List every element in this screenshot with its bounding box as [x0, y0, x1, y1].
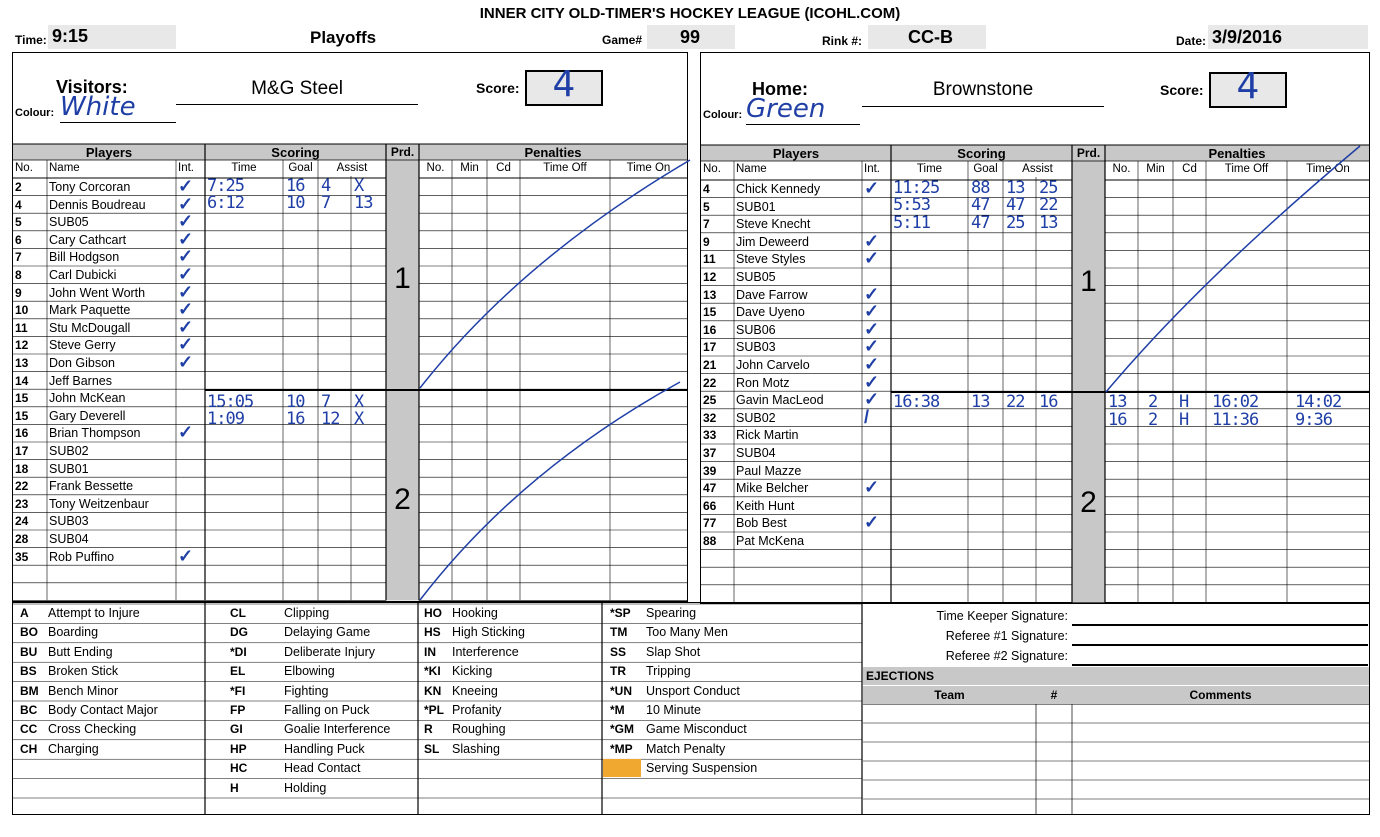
home-penalties-header: Penalties: [1208, 146, 1266, 161]
visitors-player-check: ✓: [178, 281, 194, 302]
visitors-player-check: ✓: [178, 228, 194, 249]
home-penalty-on: 14:02: [1295, 392, 1342, 412]
home-penalty-no: 16: [1108, 410, 1127, 430]
home-player-name: SUB02: [736, 410, 776, 425]
visitors-player-no: 16: [15, 426, 29, 441]
home-goal-scorer: 47: [971, 213, 990, 233]
visitors-goal-assist1: 12: [321, 409, 340, 429]
penalty-description: Game Misconduct: [646, 722, 747, 737]
home-goal-assist1: 13: [1006, 178, 1025, 198]
visitors-prd-header: Prd.: [390, 145, 415, 159]
home-player-no: 77: [703, 516, 717, 531]
visitors-player-no: 2: [15, 180, 22, 194]
home-period-2: 2: [1080, 486, 1097, 519]
home-player-check: ✓: [864, 512, 880, 533]
visitors-goal-time: 1:09: [207, 409, 244, 429]
visitors-player-name: Carl Dubicki: [49, 268, 117, 282]
penalty-code: IN: [424, 644, 436, 659]
time-label: Time:: [15, 33, 47, 47]
visitors-player-no: 6: [15, 232, 22, 247]
home-player-no: 5: [703, 199, 710, 214]
visitors-player-name: SUB02: [49, 444, 89, 458]
home-player-name: Ron Motz: [736, 375, 790, 390]
visitors-player-no: 24: [15, 514, 29, 529]
home-subheader-6: No.: [1112, 163, 1131, 175]
visitors-player-name: Stu McDougall: [49, 320, 131, 335]
visitors-player-no: 35: [15, 549, 29, 564]
visitors-player-check: ✓: [178, 176, 194, 196]
penalty-description: Boarding: [48, 625, 99, 640]
visitors-player-check: ✓: [178, 264, 194, 284]
home-subheader-3: Time: [916, 163, 943, 175]
home-goal-assist1: 22: [1006, 392, 1025, 412]
time-value: 9:15: [52, 26, 89, 46]
visitors-player-no: 9: [15, 285, 22, 300]
home-subheader-2: Int.: [864, 163, 880, 175]
home-player-name: Dave Farrow: [736, 287, 808, 302]
penalty-description: Broken Stick: [48, 664, 119, 679]
visitors-players-header: Players: [85, 145, 133, 160]
home-subheader-10: Time On: [1306, 163, 1350, 175]
home-goal-assist2: 13: [1039, 213, 1058, 233]
penalty-code: BC: [20, 703, 38, 717]
home-goal-assist2: 25: [1039, 178, 1058, 198]
visitors-player-check: ✓: [178, 193, 194, 214]
home-penalty-off: 11:36: [1212, 410, 1259, 430]
penalty-description: Slap Shot: [646, 644, 701, 659]
visitors-label: Visitors:: [56, 77, 128, 97]
home-period-1: 1: [1080, 265, 1097, 298]
home-player-name: Bob Best: [736, 516, 787, 531]
penalty-description: Body Contact Major: [48, 703, 158, 717]
penalty-code: CL: [230, 606, 246, 620]
visitors-goal-assist2: X: [354, 409, 364, 429]
visitors-p1-strike-line: [420, 160, 690, 388]
penalty-description: 10 Minute: [646, 703, 701, 717]
home-penalty-off: 16:02: [1212, 392, 1259, 412]
penalty-description: Handling Puck: [284, 741, 365, 756]
game-value: 99: [680, 27, 701, 47]
home-player-no: 9: [703, 234, 710, 249]
visitors-subheader-3: Time: [231, 162, 257, 174]
penalty-code: BU: [20, 644, 38, 659]
visitors-player-name: Brian Thompson: [49, 426, 141, 441]
home-goal-assist1: 47: [1006, 195, 1025, 215]
visitors-player-name: Mark Paquette: [49, 303, 131, 318]
penalty-code: *FI: [230, 683, 246, 698]
visitors-player-name: Cary Cathcart: [49, 232, 127, 247]
visitors-penalties-header: Penalties: [524, 145, 582, 160]
referee1-signature-label: Referee #1 Signature:: [945, 629, 1068, 643]
home-player-no: 21: [703, 358, 717, 372]
visitors-subheader-8: Cd: [496, 162, 511, 174]
home-player-no: 13: [703, 287, 717, 302]
visitors-goal-scorer: 10: [286, 392, 305, 412]
penalty-code: R: [424, 722, 433, 737]
visitors-team: M&G Steel: [251, 78, 343, 99]
home-player-no: 25: [703, 393, 717, 408]
penalty-code: HO: [424, 606, 442, 620]
penalty-code: *UN: [610, 683, 633, 698]
visitors-goal-scorer: 16: [286, 409, 305, 429]
visitors-subheader-0: No.: [15, 162, 33, 174]
home-player-no: 17: [703, 340, 717, 355]
visitors-player-no: 18: [15, 461, 29, 476]
visitors-player-name: Steve Gerry: [49, 338, 116, 353]
penalty-description: Hooking: [452, 606, 498, 620]
home-subheader-9: Time Off: [1224, 163, 1269, 175]
home-goal-assist2: 22: [1039, 195, 1058, 215]
penalty-description: Cross Checking: [48, 722, 137, 737]
penalty-code: FP: [230, 703, 246, 717]
visitors-colour: White: [60, 92, 136, 122]
home-player-check: /: [864, 406, 870, 427]
home-goal-assist1: 25: [1006, 213, 1025, 233]
home-player-no: 37: [703, 446, 717, 460]
visitors-player-name: SUB05: [49, 215, 89, 230]
home-goal-time: 11:25: [893, 178, 940, 198]
date-label: Date:: [1176, 34, 1207, 48]
visitors-player-name: Bill Hodgson: [49, 250, 120, 265]
penalty-description: Delaying Game: [284, 625, 371, 640]
home-player-name: Pat McKena: [736, 534, 805, 548]
ejections-comments-header: Comments: [1189, 688, 1252, 702]
ejections-team-header: Team: [934, 688, 965, 702]
home-player-name: Mike Belcher: [736, 481, 809, 496]
penalty-description: Clipping: [284, 606, 330, 620]
visitors-colour-label: Colour:: [15, 107, 55, 119]
home-penalty-min: 2: [1148, 410, 1158, 430]
home-team: Brownstone: [932, 79, 1034, 100]
visitors-subheader-6: No.: [426, 162, 445, 174]
visitors-goal-assist1: 7: [321, 193, 331, 213]
visitors-subheader-4: Goal: [288, 162, 313, 174]
home-p1-strike-line: [1106, 146, 1360, 392]
visitors-player-no: 23: [15, 496, 29, 511]
penalty-description: Serving Suspension: [646, 761, 758, 776]
home-goal-time: 5:53: [893, 195, 930, 215]
home-player-check: ✓: [864, 477, 880, 498]
home-player-name: Steve Knecht: [736, 217, 811, 232]
home-goal-assist2: 16: [1039, 392, 1058, 412]
visitors-goal-time: 7:25: [207, 176, 244, 196]
visitors-p2-strike-line: [420, 382, 680, 600]
home-player-name: SUB06: [736, 322, 776, 337]
visitors-player-name: Frank Bessette: [49, 479, 134, 494]
penalty-description: Deliberate Injury: [284, 644, 376, 659]
home-players-header: Players: [772, 146, 820, 161]
visitors-player-check: ✓: [178, 422, 194, 443]
home-player-name: SUB04: [736, 446, 776, 460]
visitors-player-check: ✓: [178, 316, 194, 337]
penalty-code: HC: [230, 761, 248, 776]
home-player-check: ✓: [864, 283, 880, 304]
home-player-no: 66: [703, 498, 717, 513]
visitors-goal-assist1: 7: [321, 392, 331, 412]
visitors-player-no: 10: [15, 303, 29, 318]
penalty-code: CH: [20, 741, 38, 756]
home-score-label: Score:: [1160, 82, 1204, 98]
game-label: Game#: [602, 33, 643, 47]
penalty-description: Bench Minor: [48, 683, 119, 698]
home-player-name: Paul Mazze: [736, 463, 802, 478]
visitors-subheader-10: Time On: [626, 162, 671, 174]
visitors-player-name: Rob Puffino: [49, 549, 115, 564]
home-goal-scorer: 13: [971, 392, 990, 412]
penalty-description: High Sticking: [452, 625, 525, 640]
home-goal-scorer: 47: [971, 195, 990, 215]
visitors-period-1: 1: [394, 262, 411, 295]
penalty-description: Match Penalty: [646, 741, 726, 756]
home-player-no: 33: [703, 428, 717, 443]
visitors-player-name: Tony Corcoran: [49, 180, 131, 194]
visitors-goal-assist2: 13: [354, 193, 373, 213]
home-player-name: Jim Deweerd: [736, 234, 809, 249]
home-subheader-8: Cd: [1182, 163, 1197, 175]
penalty-code: GI: [230, 722, 243, 737]
league-title: INNER CITY OLD-TIMER'S HOCKEY LEAGUE (ICOHL.COM): [479, 5, 901, 22]
home-player-check: ✓: [864, 178, 880, 198]
home-player-no: 4: [703, 182, 710, 196]
penalty-code: DG: [230, 625, 248, 640]
visitors-player-name: Gary Deverell: [49, 408, 126, 423]
home-player-no: 11: [703, 252, 716, 267]
visitors-player-name: John McKean: [49, 391, 126, 406]
home-subheader-0: No.: [703, 163, 721, 175]
visitors-player-no: 14: [15, 373, 29, 388]
home-player-no: 32: [703, 410, 717, 425]
visitors-player-check: ✓: [178, 545, 194, 566]
penalty-code: BM: [20, 683, 39, 698]
penalty-description: Holding: [284, 780, 327, 795]
home-player-no: 7: [703, 217, 710, 232]
home-player-name: Chick Kennedy: [736, 182, 821, 196]
game-type: Playoffs: [310, 28, 377, 47]
penalty-code: *GM: [610, 722, 634, 737]
visitors-player-no: 15: [15, 408, 29, 423]
penalty-code: A: [20, 606, 29, 620]
home-subheader-4: Goal: [973, 163, 998, 175]
penalty-code: KN: [424, 683, 442, 698]
penalty-code: TR: [610, 664, 626, 679]
visitors-subheader-1: Name: [49, 162, 80, 174]
home-player-name: SUB01: [736, 199, 776, 214]
penalty-code: HP: [230, 741, 247, 756]
visitors-player-no: 17: [15, 444, 29, 458]
penalty-code: *M: [610, 703, 625, 717]
penalty-code: *DI: [230, 644, 247, 659]
home-player-no: 22: [703, 375, 717, 390]
home-player-name: Steve Styles: [736, 252, 806, 267]
ejections-title: EJECTIONS: [866, 669, 935, 683]
visitors-player-check: ✓: [178, 299, 194, 320]
home-player-no: 16: [703, 322, 717, 337]
penalty-code: SL: [424, 741, 440, 756]
visitors-player-no: 28: [15, 532, 29, 546]
home-player-check: ✓: [864, 230, 880, 251]
home-goal-time: 5:11: [893, 213, 930, 233]
rink-label: Rink #:: [822, 34, 863, 48]
penalty-code: HS: [424, 625, 441, 640]
home-prd-header: Prd.: [1076, 146, 1101, 160]
penalty-description: Elbowing: [284, 664, 335, 679]
visitors-player-no: 11: [15, 320, 28, 335]
penalty-description: Tripping: [646, 664, 691, 679]
home-player-check: ✓: [864, 318, 880, 339]
visitors-score: 4: [552, 64, 576, 105]
home-player-check: ✓: [864, 371, 880, 392]
home-subheader-7: Min: [1146, 163, 1165, 175]
penalty-description: Fighting: [284, 683, 329, 698]
visitors-goal-assist2: X: [354, 392, 364, 412]
penalty-code: H: [230, 780, 239, 795]
home-player-no: 12: [703, 270, 717, 284]
home-player-no: 47: [703, 481, 717, 496]
home-penalty-code: H: [1179, 410, 1189, 430]
home-colour-label: Colour:: [703, 109, 743, 121]
home-player-name: Gavin MacLeod: [736, 393, 824, 408]
penalty-description: Attempt to Injure: [48, 606, 140, 620]
visitors-subheader-5: Assist: [336, 162, 368, 174]
home-player-check: ✓: [864, 336, 880, 357]
home-player-check: ✓: [864, 248, 880, 269]
penalty-code: *MP: [610, 741, 633, 756]
penalty-description: Slashing: [452, 741, 500, 756]
penalty-code: BS: [20, 664, 37, 679]
penalty-description: Charging: [48, 741, 99, 756]
home-player-name: John Carvelo: [736, 358, 810, 372]
penalty-code: SS: [610, 644, 627, 659]
visitors-player-no: 22: [15, 479, 29, 494]
visitors-player-name: SUB01: [49, 461, 89, 476]
visitors-player-check: ✓: [178, 352, 194, 372]
rink-value: CC-B: [908, 27, 953, 47]
date-value: 3/9/2016: [1212, 27, 1283, 47]
visitors-goal-time: 15:05: [207, 392, 254, 412]
home-player-check: ✓: [864, 389, 880, 410]
visitors-subheader-7: Min: [460, 162, 479, 174]
visitors-player-name: SUB04: [49, 532, 89, 546]
penalty-code: CC: [20, 722, 38, 737]
home-subheader-5: Assist: [1022, 163, 1053, 175]
penalty-description: Falling on Puck: [284, 703, 370, 717]
home-player-name: Dave Uyeno: [736, 305, 805, 320]
visitors-subheader-2: Int.: [178, 162, 194, 174]
home-player-name: SUB03: [736, 340, 776, 355]
visitors-subheader-9: Time Off: [543, 162, 587, 174]
home-player-name: Keith Hunt: [736, 498, 795, 513]
home-label: Home:: [752, 79, 809, 99]
home-colour: Green: [746, 94, 826, 124]
penalty-description: Butt Ending: [48, 644, 113, 659]
home-subheader-1: Name: [736, 163, 767, 175]
penalty-description: Unsport Conduct: [646, 683, 740, 698]
home-penalty-on: 9:36: [1295, 410, 1332, 430]
visitors-scoring-header: Scoring: [271, 145, 320, 160]
visitors-player-check: ✓: [178, 246, 194, 267]
visitors-player-name: Tony Weitzenbaur: [49, 496, 149, 511]
visitors-player-name: Jeff Barnes: [49, 373, 113, 388]
visitors-period-2: 2: [394, 483, 411, 516]
penalty-code: *PL: [424, 703, 445, 717]
visitors-player-no: 15: [15, 391, 29, 406]
home-penalty-code: H: [1179, 392, 1189, 412]
home-scoring-header: Scoring: [957, 146, 1006, 161]
home-player-no: 15: [703, 305, 717, 320]
penalty-description: Spearing: [646, 606, 697, 620]
penalty-code: EL: [230, 664, 246, 679]
visitors-player-no: 5: [15, 215, 22, 230]
visitors-score-label: Score:: [476, 80, 520, 96]
penalty-description: Roughing: [452, 722, 506, 737]
home-player-no: 39: [703, 463, 717, 478]
home-player-check: ✓: [864, 354, 880, 374]
penalty-code: *KI: [424, 664, 441, 679]
penalty-description: Kicking: [452, 664, 493, 679]
home-score: 4: [1236, 66, 1260, 107]
referee2-signature-label: Referee #2 Signature:: [945, 649, 1068, 663]
penalty-description: Goalie Interference: [284, 722, 391, 737]
visitors-player-name: Don Gibson: [49, 356, 116, 370]
ejections-num-header: #: [1050, 688, 1058, 702]
penalty-description: Too Many Men: [646, 625, 728, 640]
visitors-goal-scorer: 16: [286, 176, 305, 196]
visitors-goal-time: 6:12: [207, 193, 244, 213]
timekeeper-signature-label: Time Keeper Signature:: [936, 609, 1068, 623]
penalty-code: BO: [20, 625, 38, 640]
home-player-check: ✓: [864, 301, 880, 322]
penalty-description: Kneeing: [452, 683, 498, 698]
penalty-code: TM: [610, 625, 628, 640]
visitors-goal-assist2: X: [354, 176, 364, 196]
home-penalty-min: 2: [1148, 392, 1158, 412]
visitors-player-check: ✓: [178, 334, 194, 355]
penalty-code: *SP: [610, 606, 631, 620]
visitors-player-check: ✓: [178, 211, 194, 232]
visitors-player-name: SUB03: [49, 514, 89, 529]
home-player-name: Rick Martin: [736, 428, 799, 443]
visitors-player-name: Dennis Boudreau: [49, 197, 146, 212]
visitors-player-no: 4: [15, 197, 22, 212]
home-penalty-no: 13: [1108, 392, 1127, 412]
visitors-player-no: 7: [15, 250, 22, 265]
home-player-name: SUB05: [736, 270, 776, 284]
visitors-player-no: 12: [15, 338, 29, 353]
home-player-no: 88: [703, 534, 717, 548]
home-goal-scorer: 88: [971, 178, 990, 198]
penalty-description: Interference: [452, 644, 519, 659]
visitors-goal-assist1: 4: [321, 176, 331, 196]
visitors-player-name: John Went Worth: [49, 285, 146, 300]
visitors-player-no: 8: [15, 268, 22, 282]
home-goal-time: 16:38: [893, 392, 940, 412]
penalty-description: Profanity: [452, 703, 502, 717]
penalty-description: Head Contact: [284, 761, 361, 776]
visitors-goal-scorer: 10: [286, 193, 305, 213]
visitors-player-no: 13: [15, 356, 29, 370]
